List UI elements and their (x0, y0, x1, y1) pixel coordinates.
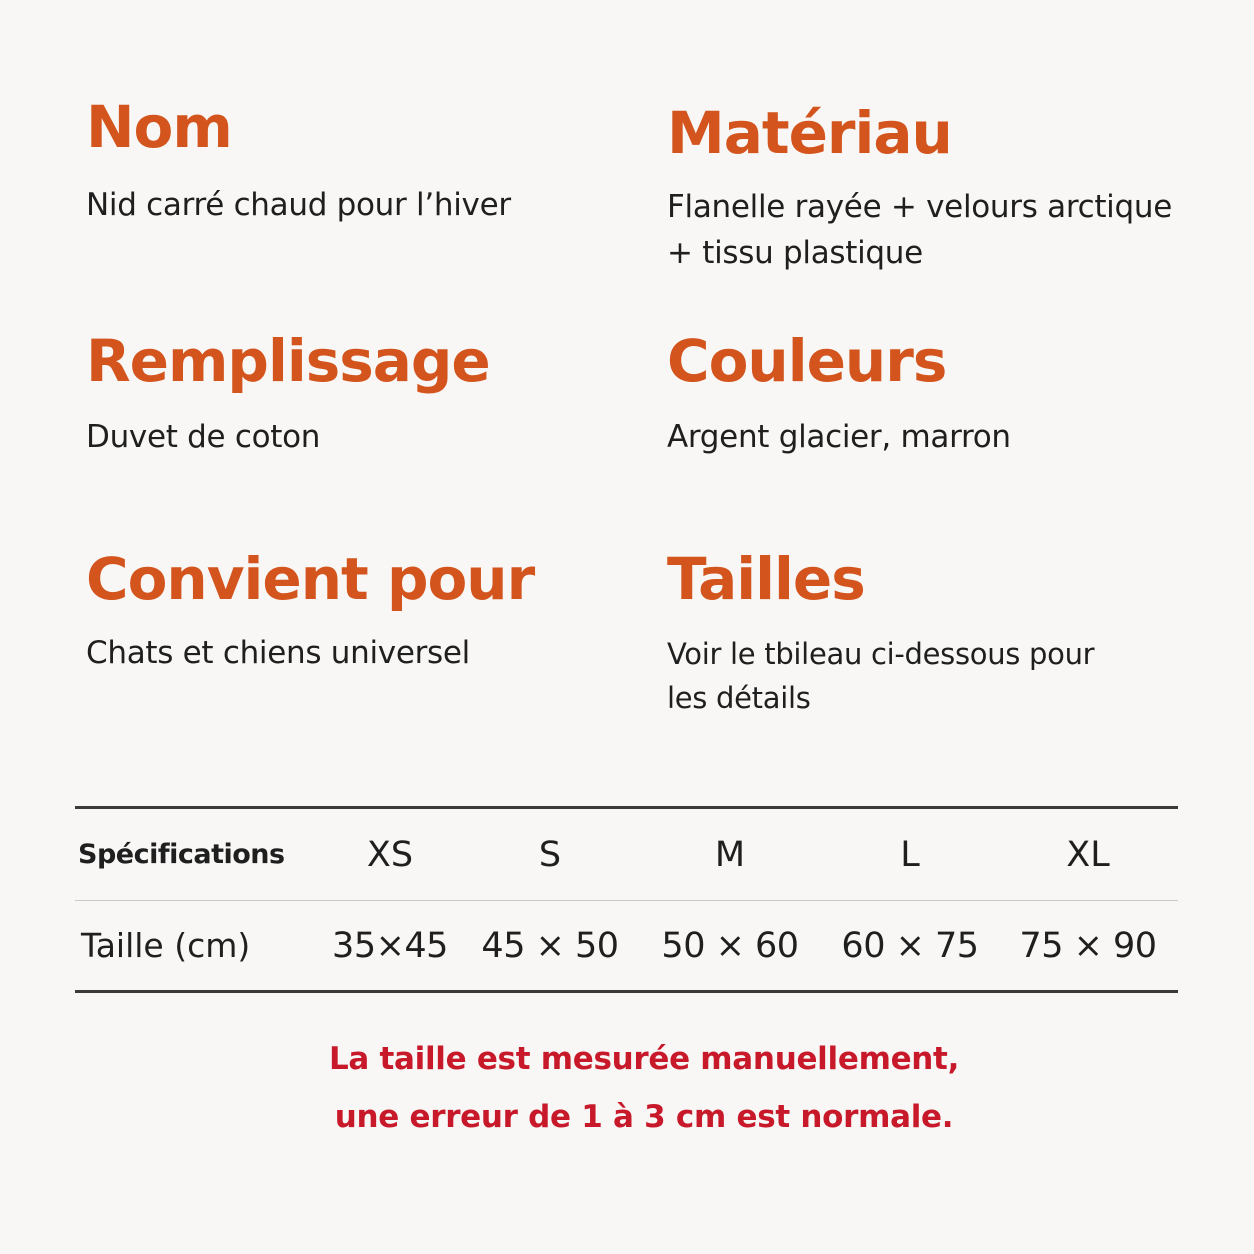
field-material-line-2: + tissu plastique (667, 235, 923, 271)
row-cell-size-label: Taille (cm) (81, 926, 251, 965)
field-filling-label: Remplissage (86, 327, 490, 395)
measurement-note-line-2: une erreur de 1 à 3 cm est normale. (334, 1099, 954, 1135)
row-cell-xs: 35×45 (332, 925, 448, 966)
field-material-value (667, 184, 1207, 276)
size-table (75, 806, 1178, 993)
field-colors (667, 327, 1011, 460)
field-name (86, 93, 511, 228)
field-suitable-for-value: Chats et chiens universel (86, 635, 470, 671)
header-cell-xs: XS (366, 834, 414, 875)
field-filling (86, 327, 490, 460)
field-sizes-label: Tailles (667, 545, 865, 613)
field-suitable-for-label: Convient pour (86, 545, 535, 613)
header-cell-s: S (538, 834, 562, 875)
size-table-header-row (75, 809, 1178, 901)
field-sizes-line-2: les détails (667, 681, 811, 715)
field-material (667, 99, 1207, 276)
field-sizes (667, 545, 1207, 720)
row-cell-m: 50 × 60 (661, 925, 799, 966)
field-material-label: Matériau (667, 99, 952, 167)
field-colors-label: Couleurs (667, 327, 947, 395)
header-cell-xl: XL (1066, 834, 1110, 875)
field-sizes-line-1: Voir le tbileau ci-dessous pour (667, 637, 1095, 671)
header-cell-specifications: Spécifications (78, 839, 285, 870)
header-cell-l: L (900, 834, 920, 875)
measurement-note (0, 1030, 1254, 1146)
field-name-label: Nom (86, 93, 232, 161)
field-material-line-1: Flanelle rayée + velours arctique (667, 189, 1172, 225)
field-sizes-value (667, 632, 1207, 720)
row-cell-s: 45 × 50 (481, 925, 619, 966)
field-suitable-for (86, 545, 535, 676)
size-table-row (75, 901, 1178, 990)
row-cell-l: 60 × 75 (841, 925, 979, 966)
measurement-note-line-1: La taille est mesurée manuellement, (328, 1041, 960, 1077)
field-filling-value: Duvet de coton (86, 419, 321, 455)
field-name-value: Nid carré chaud pour l’hiver (86, 187, 511, 223)
row-cell-xl: 75 × 90 (1019, 925, 1157, 966)
header-cell-m: M (714, 834, 746, 875)
field-colors-value: Argent glacier, marron (667, 419, 1011, 455)
